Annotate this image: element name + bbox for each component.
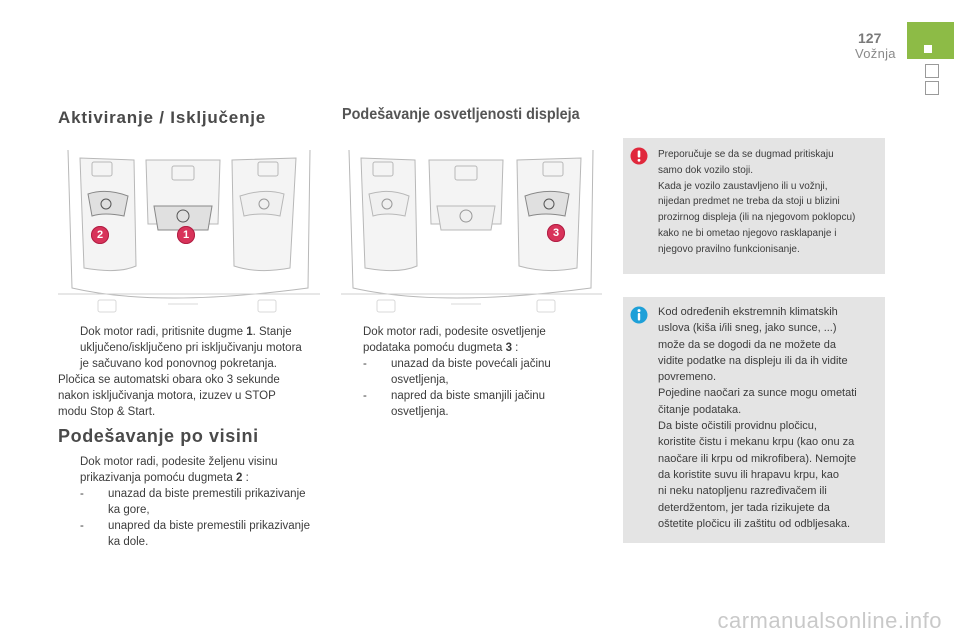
dash-marker: - — [80, 488, 84, 500]
info-text — [658, 304, 880, 532]
info-line: Kod određenih ekstremnih klimatskih — [658, 306, 838, 318]
bullet-text: Dok motor radi, pritisnite dugme 1. Stanje — [80, 326, 292, 338]
info-line: povremeno. — [658, 371, 717, 384]
paragraph-line: Pločica se automatski obara oko 3 sekunde — [58, 374, 280, 386]
warning-line: samo dok vozilo stoji. — [658, 164, 754, 176]
warning-line: Preporučuje se da se dugmad pritiskaju — [658, 149, 834, 160]
sub-item-line: osvetljenja. — [391, 406, 449, 418]
callout-badge: 2 — [91, 226, 109, 244]
section-heading-height: Podešavanje po visini — [58, 426, 259, 446]
chapter-title: Vožnja — [855, 46, 896, 61]
bullet-marker — [341, 324, 363, 340]
chapter-box[interactable] — [925, 81, 939, 95]
paragraph-line: modu Stop & Start. — [58, 406, 156, 418]
tab-marker — [924, 45, 932, 53]
callout-badge: 3 — [547, 224, 565, 242]
activate-text — [58, 324, 322, 420]
dash-marker: - — [363, 390, 367, 402]
sub-item-line: osvetljenja, — [391, 374, 449, 386]
bullet-text-line: prikazivanja pomoću dugmeta 2 : — [80, 472, 249, 484]
dash-marker: - — [363, 358, 367, 370]
page-number: 127 — [858, 30, 882, 46]
info-line: može da se dogodi da ne možete da — [658, 338, 836, 351]
watermark: carmanualsonline.info — [717, 608, 942, 633]
info-box — [623, 297, 885, 543]
sub-item: - napred da biste smanjili jačinu — [363, 390, 546, 402]
list-item — [58, 454, 322, 470]
sub-item-line: ka gore, — [108, 504, 150, 516]
info-line: čitanje podataka. — [658, 403, 742, 416]
warning-line: njegovo pravilno funkcionisanje. — [658, 243, 800, 255]
info-line: deterdžentom, jer tada rizikujete da — [658, 501, 830, 514]
info-line: Da biste očistili providnu pločicu, — [658, 420, 817, 433]
info-line: ni neku natopljenu razređivačem ili — [658, 485, 827, 498]
height-text — [58, 454, 322, 550]
warning-line: nijedan predmet ne treba da stoji u blizini — [658, 196, 840, 208]
warning-line: prozirnog displeja (ili na njegovom poklopcu) — [658, 212, 856, 224]
chapter-box[interactable] — [925, 64, 939, 78]
section-heading-brightness: Podešavanje osvetljenosti displeja — [342, 106, 580, 123]
bullet-text-line: podataka pomoću dugmeta 3 : — [363, 342, 519, 354]
info-line: Pojedine naočari za sunce mogu ometati — [658, 387, 857, 400]
bullet-marker — [58, 454, 80, 470]
bullet-text: Dok motor radi, podesite osvetljenje — [363, 326, 546, 338]
dash-marker: - — [80, 520, 84, 532]
callout-badge: 1 — [177, 226, 195, 244]
warning-icon — [630, 147, 648, 165]
warning-line: kako ne bi ometao njegovo rasklapanje i — [658, 227, 837, 239]
bullet-text-line: uključeno/isključeno pri isključivanju motora — [80, 342, 302, 354]
info-line: koristite čistu i mekanu krpu (kao onu za — [658, 436, 855, 449]
sub-item-line: ka dole. — [108, 536, 149, 548]
list-item — [341, 324, 603, 340]
bullet-text: Dok motor radi, podesite željenu visinu — [80, 456, 278, 468]
list-item — [58, 324, 322, 340]
info-line: da koristite suvu ili hrapavu krpu, kao — [658, 468, 839, 481]
sub-item: - unapred da biste premestili prikazivanje — [80, 520, 310, 532]
bullet-marker — [58, 324, 80, 340]
info-line: uslova (kiša i/ili sneg, jako sunce, ...) — [658, 322, 837, 335]
info-line: vidite podatke na displeju ili da ih vidite — [658, 354, 848, 367]
warning-box — [623, 138, 885, 274]
sub-item: - unazad da biste povećali jačinu — [363, 358, 551, 370]
info-icon — [630, 306, 648, 324]
figure-buttons-right — [341, 138, 602, 316]
sub-item: - unazad da biste premestili prikazivanje — [80, 488, 306, 500]
bullet-text-line: je sačuvano kod ponovnog pokretanja. — [80, 358, 277, 370]
warning-line: Kada je vozilo zaustavljeno ili u vožnji, — [658, 180, 828, 192]
figure-buttons-left — [58, 138, 320, 316]
paragraph-line: nakon isključivanja motora, izuzev u STOP — [58, 390, 276, 402]
brightness-text — [341, 324, 603, 420]
info-line: oštetite pločicu ili zaštitu od odbljesaka. — [658, 517, 850, 530]
section-heading-activate: Aktiviranje / Isključenje — [58, 108, 267, 127]
warning-text — [658, 147, 880, 258]
info-line: naočare ili krpu od mikrofibera). Nemojte — [658, 452, 857, 465]
chapter-tab[interactable] — [907, 22, 954, 59]
